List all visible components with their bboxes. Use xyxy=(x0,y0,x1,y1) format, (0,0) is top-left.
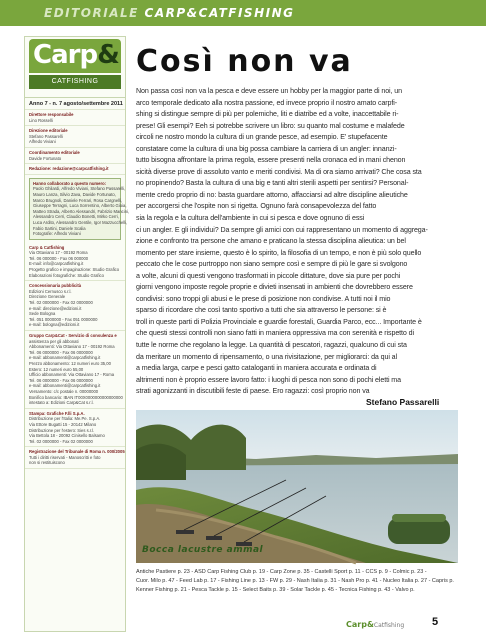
article-line: constatare come la cultura di una big possa cambiare la carriera di un angler: innanzi- xyxy=(136,144,397,153)
article-line: mente credo proprio di no: basta guardare attorno, affacciarsi ad altre discipline alieutiche xyxy=(136,190,408,199)
masthead-line: e-mail: bologna@edizioni.it xyxy=(29,322,80,328)
masthead-line: Tel. 02 0000000 - Fax 02 0000000 xyxy=(29,300,93,306)
credits-line: Kenner Fishing p. 21 - Pesca Tackle p. 15 - Select Baits p. 39 - Solar Tackle p. 45 - Tecnica Fishing p. 43 - Valvo p. xyxy=(136,587,415,593)
masthead-line: Carp & Catfishing xyxy=(29,244,65,250)
masthead-line: Redazione: redazione@carpcatfishing.it xyxy=(29,166,109,172)
logo-word-carp: Carp xyxy=(33,40,98,70)
masthead-block-redazione xyxy=(25,164,125,175)
masthead-line: Direzione editoriale xyxy=(29,128,68,134)
masthead-line: Matteo Strada, Alberto Alessandri, Fabrizio Mancini, xyxy=(33,208,130,214)
article-line: per accorgersi che l'ospite non si rigetta. Ognuno farà consapevolezza del fatto xyxy=(136,202,377,211)
article-line: troll in queste parti di Polizia Provinciale e guardie forestali, Guardia Parco, ecc... Importante è xyxy=(136,317,422,326)
article-line: arco temporale dedicato alla nostra passione, ed invece proprio il nostro amato carpfi- xyxy=(136,98,398,107)
masthead-line: e-mail: abbonamenti@carpcatfishing.it xyxy=(29,355,101,361)
masthead-block-subscriptions xyxy=(25,331,125,409)
article-line: che questi stessi controlli non siano fatti in maniera oppressiva ma con serenità e rispetto di xyxy=(136,329,414,338)
masthead-block-legal xyxy=(25,447,125,469)
masthead-line: non si restituiscono xyxy=(29,460,65,466)
article-signature: Stefano Passarelli xyxy=(366,397,440,407)
article-line: altrimenti non è proprio essere lavoro fatto: i luoghi di pesca non sono di pochi eletti ma xyxy=(136,375,401,384)
credits-line: Cuor. Milo p. 47 - Feed Lab p. 17 - Fishing Line p. 13 - FW p. 29 - Nash Italia p. 31 - Nash Pro p. 41 - Nucleo Italia p. 27 - Capris p. xyxy=(136,578,454,584)
masthead-line: Elaborazioni fotografiche: Studio Grafico xyxy=(29,272,104,278)
article-line: ci un angler. E gli individui? Da sempre gli amici con cui rappresentano un momento di aggrega- xyxy=(136,225,428,234)
masthead-line: Tel. 02 0000000 - Fax 02 0000000 xyxy=(29,438,93,444)
article-line: tutto bisogna affrontare la prima regola, essere presenti nella cronaca ed in mani chenon xyxy=(136,156,406,165)
masthead-line: Direzione Generale xyxy=(29,294,66,300)
masthead-line: Concessionaria pubblicità xyxy=(29,283,82,289)
masthead-line: Tel. 06 0000000 - Fax 06 0000000 xyxy=(29,349,93,355)
lake-photo xyxy=(136,410,458,563)
masthead-line: Tel. 06 000000 - Fax 06 000000 xyxy=(29,255,89,261)
article-body xyxy=(136,86,458,396)
masthead-line: e-mail: abbonamenti@carpcatfishing.it xyxy=(29,383,101,389)
masthead-block-editorial xyxy=(25,126,125,148)
section-label xyxy=(44,6,294,20)
masthead-line: Fabio Sartini, Daniele Scalia xyxy=(33,225,86,231)
masthead-line: Mauro Lanza, Silvio Zava, Davide Fortunato, xyxy=(33,191,116,197)
article-line: sparso di ricordare che così tanto sportivo a tutti che sia attraverso le persone: si è xyxy=(136,306,387,315)
masthead-line: Giuseppe Terragni, Luca Sorrentino, Alberto Gioia, xyxy=(33,203,127,209)
article-line: da meritare un momento di ripensamento, o una rivisitazione, per migliorarci: da qui al xyxy=(136,352,397,361)
issue-info: Anno 7 - n. 7 agosto/settembre 2011 xyxy=(25,98,125,110)
article-line: a media larga, carpe e pesci gatto cataloganti in maniera accurata e ordinata di xyxy=(136,364,377,373)
collaborators-box xyxy=(29,178,130,240)
masthead-line: Ufficio abbonamenti: Via Ottaviano 17 - Roma xyxy=(29,372,115,378)
article-line: circoli ne nostro mondo la cultura di un grande pesce, ad esempio. E' stupefacente xyxy=(136,133,388,142)
masthead-line: Edizioni Cernusco s.r.l. xyxy=(29,288,72,294)
masthead-line: intestato a: Edizioni Carp&Cat s.r.l. xyxy=(29,400,94,406)
masthead-block-director xyxy=(25,110,125,126)
masthead-line: Via Ottaviano 17 - 00192 Roma xyxy=(29,250,88,256)
masthead-line: Distribuzione per l'estero: Sies s.r.l. xyxy=(29,427,95,433)
masthead-line: Versamento: c/c postale n. 00000000 xyxy=(29,388,99,394)
lake-photo-image xyxy=(136,410,458,563)
masthead-line: Direttore responsabile xyxy=(29,112,74,117)
article-line: strati agonizzanti in discutibili feste di paese. Ero ragazzi: così proprio non va xyxy=(136,387,370,396)
masthead-line: Stampa: Grafiche F.lli S.p.A. xyxy=(29,410,85,416)
masthead-line: Distribuzione per l'Italia: Me.Pe. S.p.A. xyxy=(29,416,101,422)
article-line: shing si distingue sempre di più per polemiche, liti e diatribe ed a volte, inaccettabile ri- xyxy=(136,110,399,119)
article-line: condivisi: sono troppi gli abusi e le prese di posizione non condivise. A tutti noi il mio xyxy=(136,294,391,303)
masthead-line: E-mail: info@carpcatfishing.it xyxy=(29,261,84,267)
article-line: zione e confronto tra persone che amano e praticano la stessa disciplina alieutica: un bel xyxy=(136,237,406,246)
masthead-line: Tutti i diritti riservati - Manoscritti e foto xyxy=(29,454,101,460)
logo-wordmark xyxy=(33,40,119,70)
masthead-line: assistenza per gli abbonati xyxy=(29,338,79,344)
article-line: sia la regola e la cultura dell'ambiente in cui si pesca e dove ognuno di essi xyxy=(136,214,365,223)
article-line: a volte, alcuni di questi vengono trasformati in piccole dittature, dove sia pure per pochi xyxy=(136,271,401,280)
masthead-block-publisher xyxy=(25,243,125,282)
masthead-line: Alessandro Cerri, Claudio Bonetti, Mirko Cerri, xyxy=(33,214,119,220)
masthead-line: Via Bettola 18 - 20092 Cinisello Balsamo xyxy=(29,433,105,439)
article-line: no propinendo? Basta la cultura di una big e tanti altri sterili aspetti per sentirsi? Personal- xyxy=(136,179,409,188)
masthead-line: Fotografie: Alfredo Viviani xyxy=(33,231,81,237)
footer-logo xyxy=(346,620,404,629)
advertisers-credits xyxy=(136,568,458,595)
credits-line: Antiche Pastiere p. 23 - ASD Carp Fishing Club p. 19 - Carp Zone p. 35 - Castelli Sport p. 11 - CCS p. 9 - Colmic p. 23 - xyxy=(136,569,427,575)
masthead-line: Stefano Passarelli xyxy=(29,133,63,139)
masthead-line: Paolo Ghilardi, Alfredo Viviani, Stefano Passarelli, xyxy=(33,186,126,192)
article-line: giorni vengono imposte regole proprie e divieti insensati in ambienti che dovrebbero essere xyxy=(136,283,413,292)
masthead-line: Lino Rosselli xyxy=(29,117,53,123)
masthead-block-advertising xyxy=(25,281,125,331)
masthead-line: Sede Bologna xyxy=(29,311,56,317)
masthead-line: Tel. 06 0000000 - Fax 06 0000000 xyxy=(29,377,93,383)
masthead-block-printing xyxy=(25,409,125,448)
footer-logo-catfishing: Catfishing xyxy=(373,622,405,629)
masthead-line: Gruppo Carp&Cat - Servizio di consulenza e xyxy=(29,333,117,338)
section-label-editoriale: EDITORIALE xyxy=(44,6,139,20)
article-line: sicità diverse prove di assoluto vanto e meriti condivisi. Ma di ora siamo arrivati? Che cosa sta xyxy=(136,167,422,176)
logo-ampersand: & xyxy=(97,40,119,70)
masthead-line: Alfredo Viviani xyxy=(29,139,56,145)
masthead-line: Abbonamenti: Via Ottaviano 17 - 00192 Roma xyxy=(29,344,115,350)
article-line: tutte le norme che regolano la legge. La quantità di pescatori, ragazzi, qualcuno di cui sta xyxy=(136,341,407,350)
masthead-line: Bonifico bancario: IBAN IT00X0000000000000000 xyxy=(29,394,123,400)
masthead-line: Progetto grafico e impaginazione: Studio Grafico xyxy=(29,267,120,273)
article-line: peccato che le cose purtroppo non siano sempre così e sempre di più le gare si svolgono xyxy=(136,260,408,269)
masthead-line: Coordinamento editoriale xyxy=(29,149,80,155)
section-label-brand: CARP&CATFISHING xyxy=(144,6,295,20)
masthead-line: Via Ettore Bugatti 15 - 20142 Milano xyxy=(29,421,97,427)
section-header-bar xyxy=(0,0,486,26)
masthead-sidebar xyxy=(24,36,130,632)
masthead-line: Marco Brugnoli, Daniele Ferrari, Rosa Cargnelli, xyxy=(33,197,123,203)
masthead-line: Tel. 051 0000000 - Fax 051 0000000 xyxy=(29,316,98,322)
masthead-line: Luca Ardito, Alessandro Gentile, Igor Mazzucchelli, xyxy=(33,219,128,225)
article-line: momento per stare insieme, questo è lo spirito, la filosofia di un tempo, e non è più solo quello xyxy=(136,248,422,257)
masthead-line: Prezzo abbonamento: 12 numeri euro 35,00 xyxy=(29,360,111,366)
photo-caption: Bocca lacustre ammal xyxy=(142,545,264,555)
article-title: Così non va xyxy=(136,44,353,79)
masthead-line: Registrazione del Tribunale di Roma n. 000/2005 xyxy=(29,449,125,455)
logo-subtitle: CATFISHING xyxy=(29,75,121,89)
masthead-line: Davide Fortunato xyxy=(29,155,62,161)
page-number: 5 xyxy=(432,616,439,628)
masthead-line: Hanno collaborato a questo numero: xyxy=(33,180,107,186)
article-line: Non passa così non va la pesca e deve essere un hobby per la maggior parte di noi, un xyxy=(136,87,402,95)
article-line: prese! Gli esempi? Eeh si potrebbe scrivere un libro: su quanto mal costume e malafede xyxy=(136,121,405,130)
magazine-logo xyxy=(25,37,125,98)
masthead-block-coordination xyxy=(25,148,125,164)
footer-logo-carp: Carp& xyxy=(346,620,374,629)
masthead-line: Estero: 12 numeri euro 55,00 xyxy=(29,366,84,372)
masthead-line: e-mail: direzione@edizioni.it xyxy=(29,305,82,311)
